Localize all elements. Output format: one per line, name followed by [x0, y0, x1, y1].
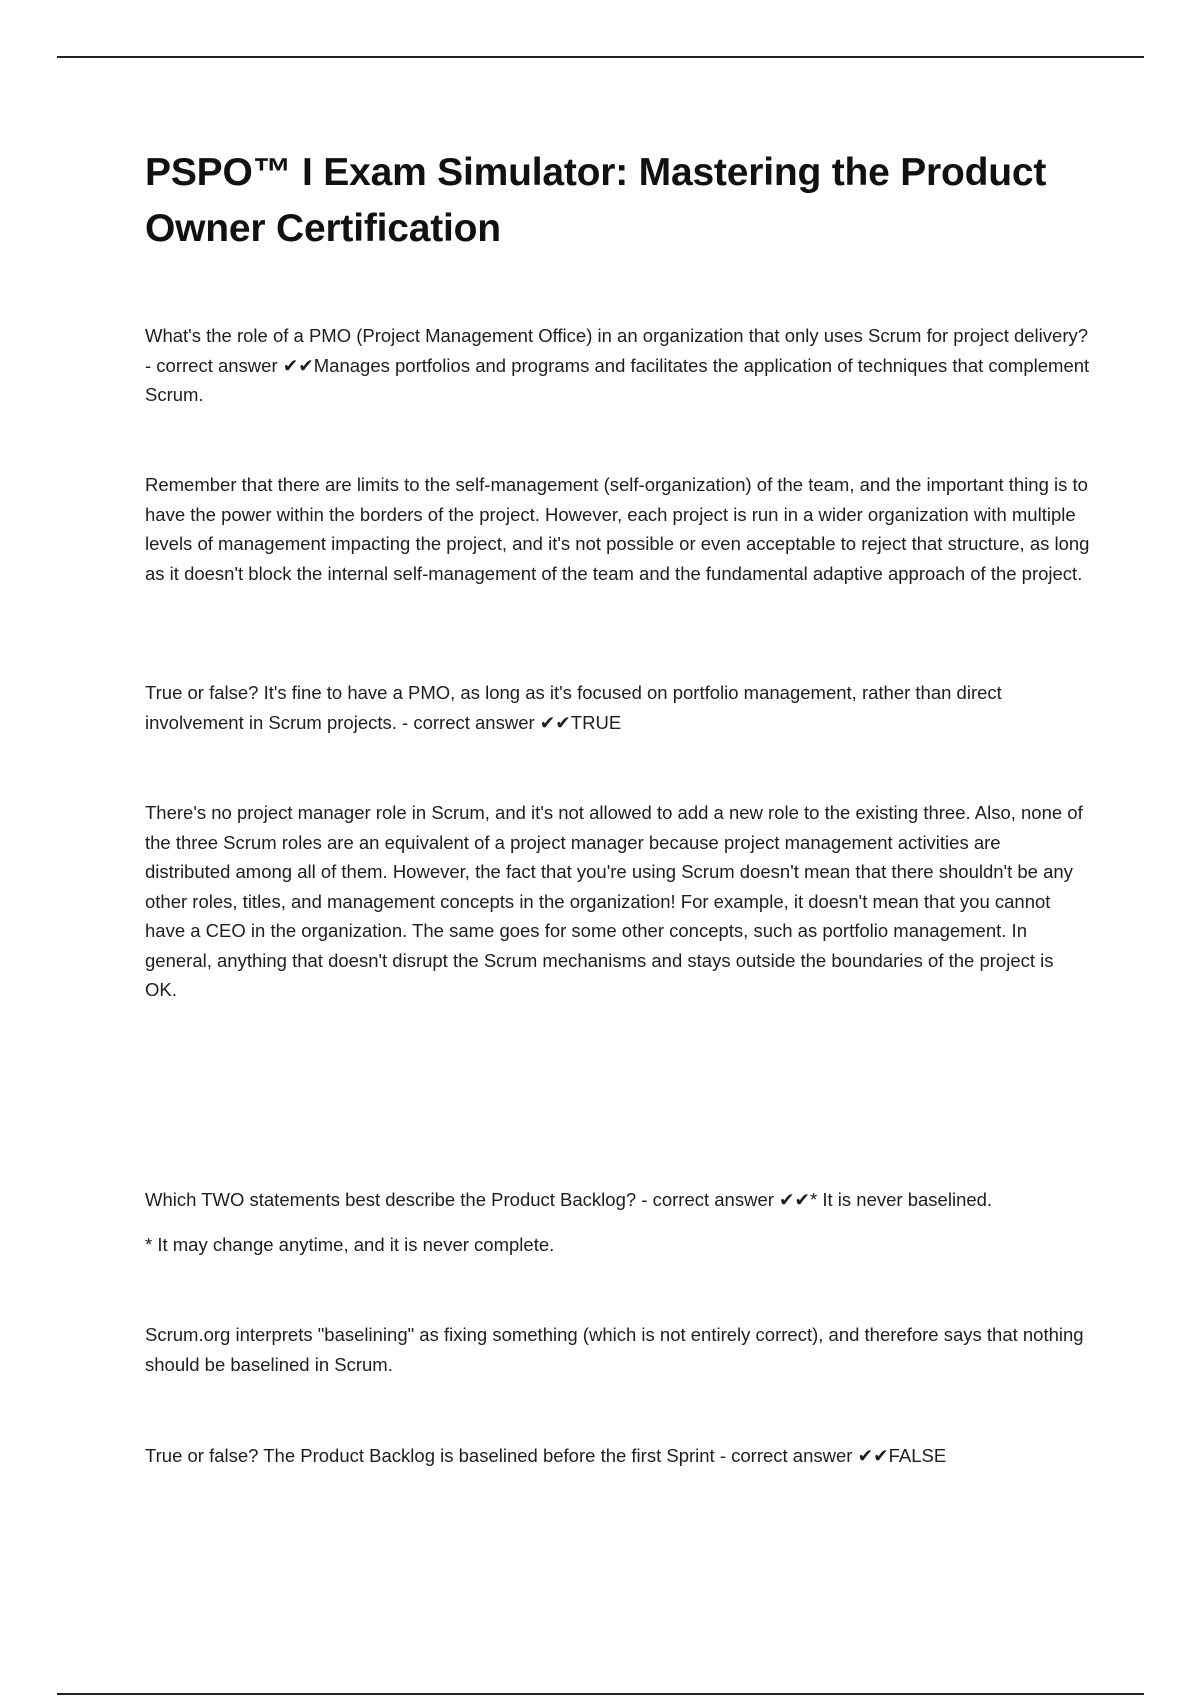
pmo-true-false-question: True or false? It's fine to have a PMO, as long as it's focused on portfolio management, rather than direct involvement in Scrum projects. - correct answer ✔✔TRUE	[145, 682, 1002, 733]
bottom-divider	[57, 1693, 1144, 1695]
self-management-explanation: Remember that there are limits to the self-management (self-organization) of the team, and the important thing is to have the power within the borders of the project. However, each project is run in a wider organization with multiple levels of management impacting the project, and it's not possible or even acceptable to reject that structure, as long as it doesn't block the internal self-management of the team and the fundamental adaptive approach of the project.	[145, 474, 1090, 584]
top-divider	[57, 56, 1144, 58]
baselining-explanation: Scrum.org interprets "baselining" as fixing something (which is not entirely correct), and therefore says that nothing should be baselined in Scrum.	[145, 1324, 1084, 1375]
document-title: PSPO™ I Exam Simulator: Mastering the Product Owner Certification	[145, 151, 1047, 250]
baseline-true-false-question: True or false? The Product Backlog is baselined before the first Sprint - correct answer ✔✔FALSE	[145, 1445, 947, 1466]
product-backlog-answer-continued: * It may change anytime, and it is never complete.	[145, 1234, 555, 1255]
project-manager-explanation: There's no project manager role in Scrum, and it's not allowed to add a new role to the existing three. Also, none of the three Scrum roles are an equivalent of a project manager because project management activities are distributed among all of them. However, the fact that you're using Scrum doesn't mean that there shouldn't be any other roles, titles, and management concepts in the organization! For example, it doesn't mean that you cannot have a CEO in the organization. The same goes for some other concepts, such as portfolio management. In general, anything that doesn't disrupt the Scrum mechanisms and stays outside the boundaries of the project is OK.	[145, 802, 1083, 1000]
document-body	[145, 145, 1090, 1466]
product-backlog-question: Which TWO statements best describe the Product Backlog? - correct answer ✔✔* It is never baselined.	[145, 1189, 993, 1210]
pmo-role-question: What's the role of a PMO (Project Management Office) in an organization that only uses Scrum for project delivery? - correct answer ✔✔Manages portfolios and programs and facilitates the application of techniques that complement Scrum.	[145, 325, 1090, 405]
